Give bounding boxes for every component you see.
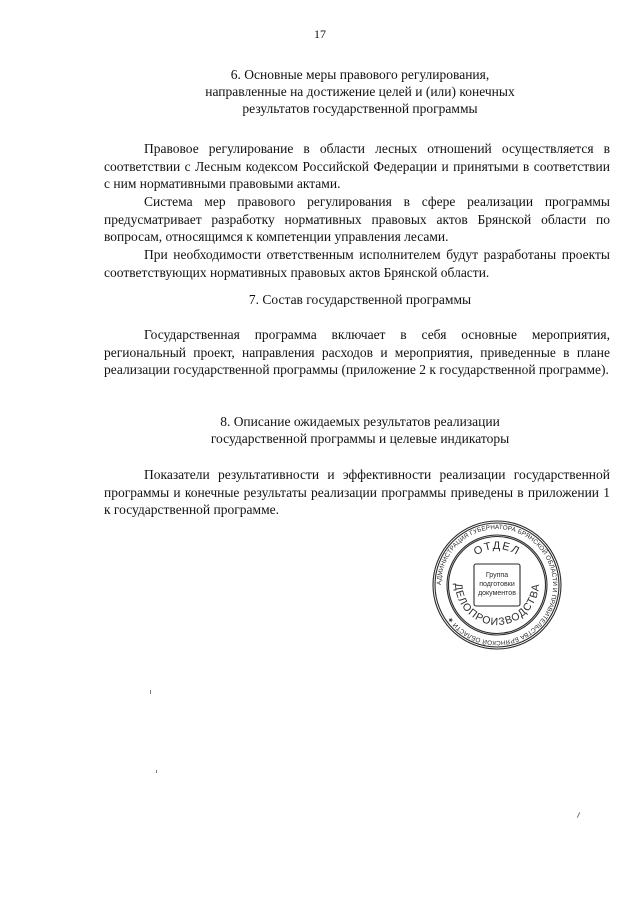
seal-outer-text: АДМИНИСТРАЦИЯ ГУБЕРНАТОРА БРЯНСКОЙ ОБЛАСТИ И ПРАВИТЕЛЬСТВА БРЯНСКОЙ ОБЛАСТИ ★ xyxy=(435,523,559,647)
section-6-paragraph-3: При необходимости ответственным исполнителем будут разработаны проекты соответствующих нормативных правовых актов Брянской области. xyxy=(104,247,610,280)
seal-top-arc-text: ОТДЕЛ xyxy=(471,539,523,559)
section-8-paragraph: Показатели результативности и эффективности реализации государственной программы и конечные результаты реализации программы приведены в приложении 1 к государственной программе. xyxy=(104,467,610,517)
section-6-paragraph-2: Система мер правового регулирования в сфере реализации программы предусматривает разработку нормативных правовых актов Брянской области по вопросам, относящимся к компетенции управления лесами. xyxy=(104,194,610,244)
heading-line: направленные на достижение целей и (или) конечных xyxy=(205,84,515,99)
section-6-paragraph-1: Правовое регулирование в области лесных отношений осуществляется в соответствии с Лесным кодексом Российской Федерации и принятыми в соответствии с ним нормативными правовыми актами. xyxy=(104,141,610,191)
section-7-heading: 7. Состав государственной программы xyxy=(248,292,472,307)
seal-center-line-2: подготовки xyxy=(479,581,515,588)
heading-line: государственной программы и целевые индикаторы xyxy=(210,431,510,446)
heading-line: результатов государственной программы xyxy=(242,101,478,116)
heading-line: 6. Основные меры правового регулирования, xyxy=(230,67,490,82)
official-seal-stamp xyxy=(431,519,563,651)
scan-speck xyxy=(577,812,580,818)
scan-speck xyxy=(150,690,151,694)
section-8-heading xyxy=(100,413,620,447)
scan-speck xyxy=(156,770,157,773)
heading-line: 8. Описание ожидаемых результатов реализации xyxy=(220,414,500,429)
seal-center-line-3: документов xyxy=(478,590,516,597)
seal-bottom-arc-text: ДЕЛОПРОИЗВОДСТВА xyxy=(451,582,543,629)
page-number: 17 xyxy=(314,27,326,41)
seal-center-line-1: Группа xyxy=(485,572,509,579)
section-7-paragraph: Государственная программа включает в себя основные мероприятия, региональный проект, направления расходов и мероприятия, приведенные в плане реализации государственной программы (приложение 2 к государственной программе). xyxy=(104,327,610,377)
seal-icon xyxy=(431,519,563,651)
section-6-heading xyxy=(100,66,620,117)
